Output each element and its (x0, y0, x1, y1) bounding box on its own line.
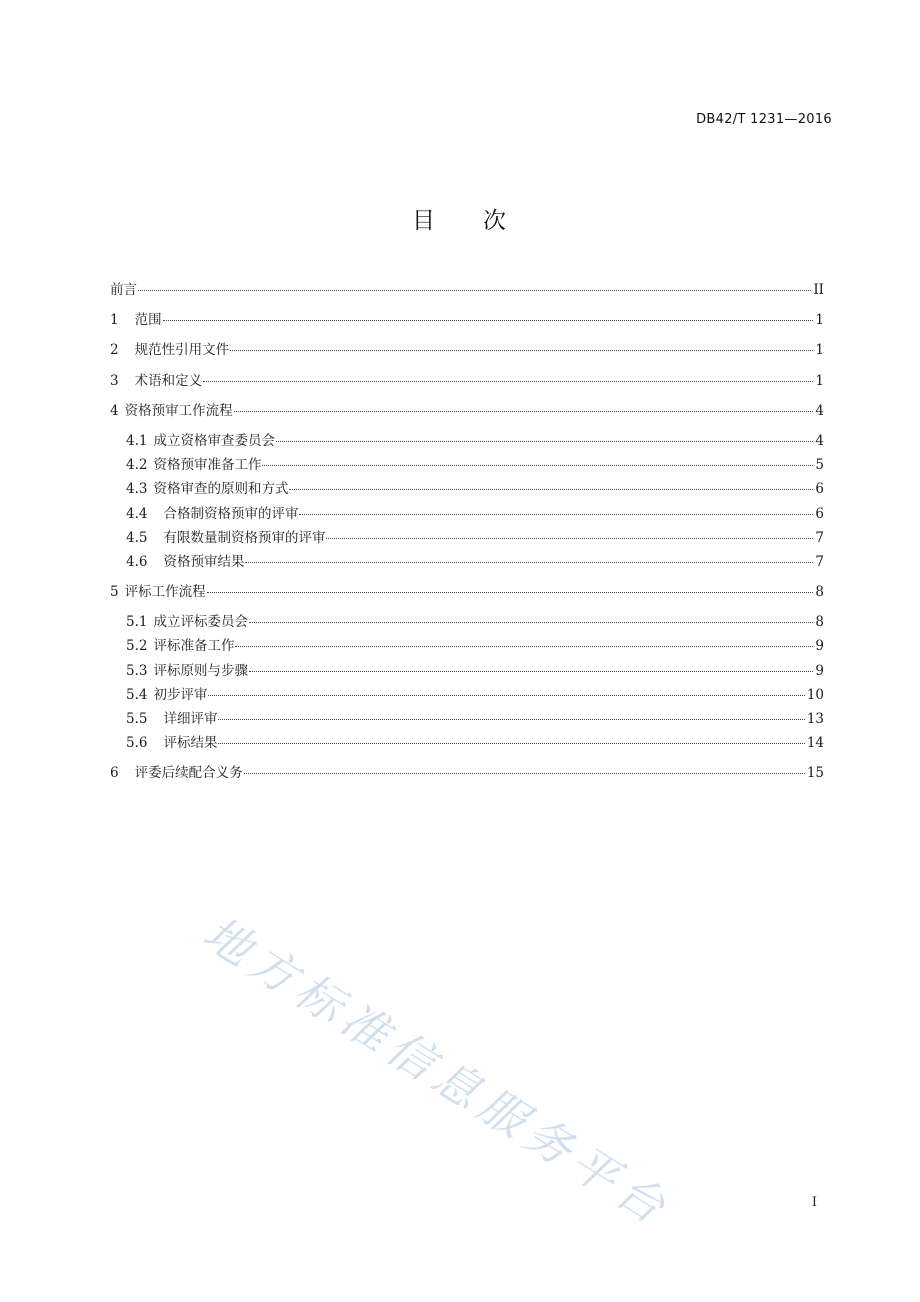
toc-entry-page: 9 (815, 662, 824, 679)
toc-entry-label: 评标准备工作 (153, 638, 235, 655)
toc-entry-label: 范围 (134, 312, 162, 329)
dot-leader (138, 289, 811, 291)
toc-entry-label: 详细评审 (163, 711, 218, 727)
toc-entry-number: 3 (110, 372, 119, 389)
toc-entry-foreword[interactable] (110, 278, 824, 302)
dot-leader (289, 488, 813, 490)
toc-entry-page: 15 (806, 765, 824, 782)
toc-entry-number: 5.3 (126, 662, 148, 679)
toc-entry-label: 资格预审工作流程 (124, 402, 233, 419)
toc-entry-number: 5.1 (126, 614, 148, 631)
toc-entry-4-6[interactable] (110, 550, 824, 574)
toc-entry-page: 10 (806, 686, 824, 703)
toc-entry-label: 评标工作流程 (124, 584, 206, 601)
title-char-1: 目 (412, 208, 437, 234)
dot-leader (234, 410, 814, 412)
page-title (0, 202, 920, 235)
toc-entry-label: 资格预审准备工作 (153, 457, 262, 474)
dot-leader (203, 380, 813, 382)
page-number: I (811, 1195, 817, 1210)
toc-entry-label: 成立评标委员会 (153, 614, 248, 631)
toc-entry-page: 4 (815, 402, 824, 419)
toc-entry-page: 7 (815, 553, 824, 570)
dot-leader (218, 742, 804, 744)
toc-entry-number: 5 (110, 584, 119, 601)
toc-entry-page: 13 (806, 711, 824, 727)
toc-entry-number: 4.1 (126, 432, 148, 449)
toc-entry-page: II (813, 282, 824, 298)
dot-leader (262, 464, 813, 466)
toc-entry-label: 合格制资格预审的评审 (163, 505, 299, 522)
toc-entry-5[interactable] (110, 580, 824, 604)
toc-entry-page: 1 (815, 342, 824, 359)
toc-entry-4-1[interactable] (110, 429, 824, 453)
toc-entry-page: 14 (806, 735, 824, 752)
toc-entry-label: 成立资格审查委员会 (153, 432, 275, 449)
toc-entry-label: 规范性引用文件 (134, 342, 230, 359)
toc-entry-4-5[interactable] (110, 526, 824, 550)
toc-entry-number: 4 (110, 402, 119, 419)
dot-leader (245, 561, 813, 563)
toc-entry-3[interactable] (110, 369, 824, 393)
toc-entry-label: 评标原则与步骤 (153, 662, 248, 679)
toc-entry-6[interactable] (110, 761, 824, 785)
dot-leader (249, 621, 813, 623)
toc-entry-number: 5.6 (126, 735, 148, 752)
toc-entry-number: 4.4 (126, 505, 148, 522)
toc-entry-label: 术语和定义 (134, 372, 203, 389)
title-char-2: 次 (483, 208, 508, 234)
toc-entry-number: 5.5 (126, 711, 148, 727)
dot-leader (249, 670, 813, 672)
toc-entry-label: 资格审查的原则和方式 (153, 481, 289, 498)
watermark-text: 地方标准信息服务平台 (194, 905, 681, 1238)
toc-entry-5-1[interactable] (110, 610, 824, 634)
toc-entry-4-3[interactable] (110, 477, 824, 501)
toc-entry-page: 6 (815, 505, 824, 522)
toc-entry-4-2[interactable] (110, 453, 824, 477)
toc-entry-label: 评委后续配合义务 (134, 765, 243, 782)
dot-leader (163, 319, 814, 321)
toc-entry-number: 1 (110, 312, 119, 329)
toc-entry-5-4[interactable] (110, 683, 824, 707)
toc-entry-page: 8 (815, 584, 824, 601)
dot-leader (235, 645, 813, 647)
toc-entry-page: 4 (815, 432, 824, 449)
toc-entry-2[interactable] (110, 338, 824, 362)
dot-leader (218, 718, 804, 720)
toc-entry-page: 5 (815, 457, 824, 474)
toc-entry-label: 资格预审结果 (163, 553, 245, 570)
dot-leader (244, 772, 805, 774)
toc-entry-number: 2 (110, 342, 119, 359)
toc-entry-number: 4.5 (126, 529, 148, 546)
dot-leader (207, 591, 814, 593)
toc-entry-4-4[interactable] (110, 502, 824, 526)
dot-leader (208, 694, 804, 696)
dot-leader (230, 349, 813, 351)
toc-entry-number: 4.6 (126, 553, 148, 570)
toc-entry-number: 6 (110, 765, 119, 782)
toc-entry-5-2[interactable] (110, 634, 824, 658)
toc-entry-page: 1 (815, 372, 824, 389)
standard-code: DB42/T 1231—2016 (696, 112, 832, 127)
toc-entry-label: 评标结果 (163, 735, 218, 752)
toc-entry-number: 4.2 (126, 457, 148, 474)
toc-entry-page: 6 (815, 481, 824, 498)
toc-entry-number: 4.3 (126, 481, 148, 498)
toc-entry-1[interactable] (110, 308, 824, 332)
toc-entry-5-6[interactable] (110, 731, 824, 755)
toc-entry-page: 1 (815, 312, 824, 329)
toc-entry-number: 5.2 (126, 638, 148, 655)
toc-entry-page: 7 (815, 529, 824, 546)
dot-leader (276, 440, 813, 442)
toc-entry-5-3[interactable] (110, 659, 824, 683)
toc-entry-label: 有限数量制资格预审的评审 (163, 529, 326, 546)
toc-entry-4[interactable] (110, 399, 824, 423)
toc-entry-page: 9 (815, 638, 824, 655)
dot-leader (299, 513, 813, 515)
toc-entry-5-5[interactable] (110, 707, 824, 731)
toc-entry-label: 初步评审 (153, 686, 208, 703)
table-of-contents (110, 278, 824, 786)
toc-entry-label: 前言 (110, 282, 137, 298)
toc-entry-number: 5.4 (126, 686, 148, 703)
dot-leader (326, 537, 813, 539)
toc-entry-page: 8 (815, 614, 824, 631)
